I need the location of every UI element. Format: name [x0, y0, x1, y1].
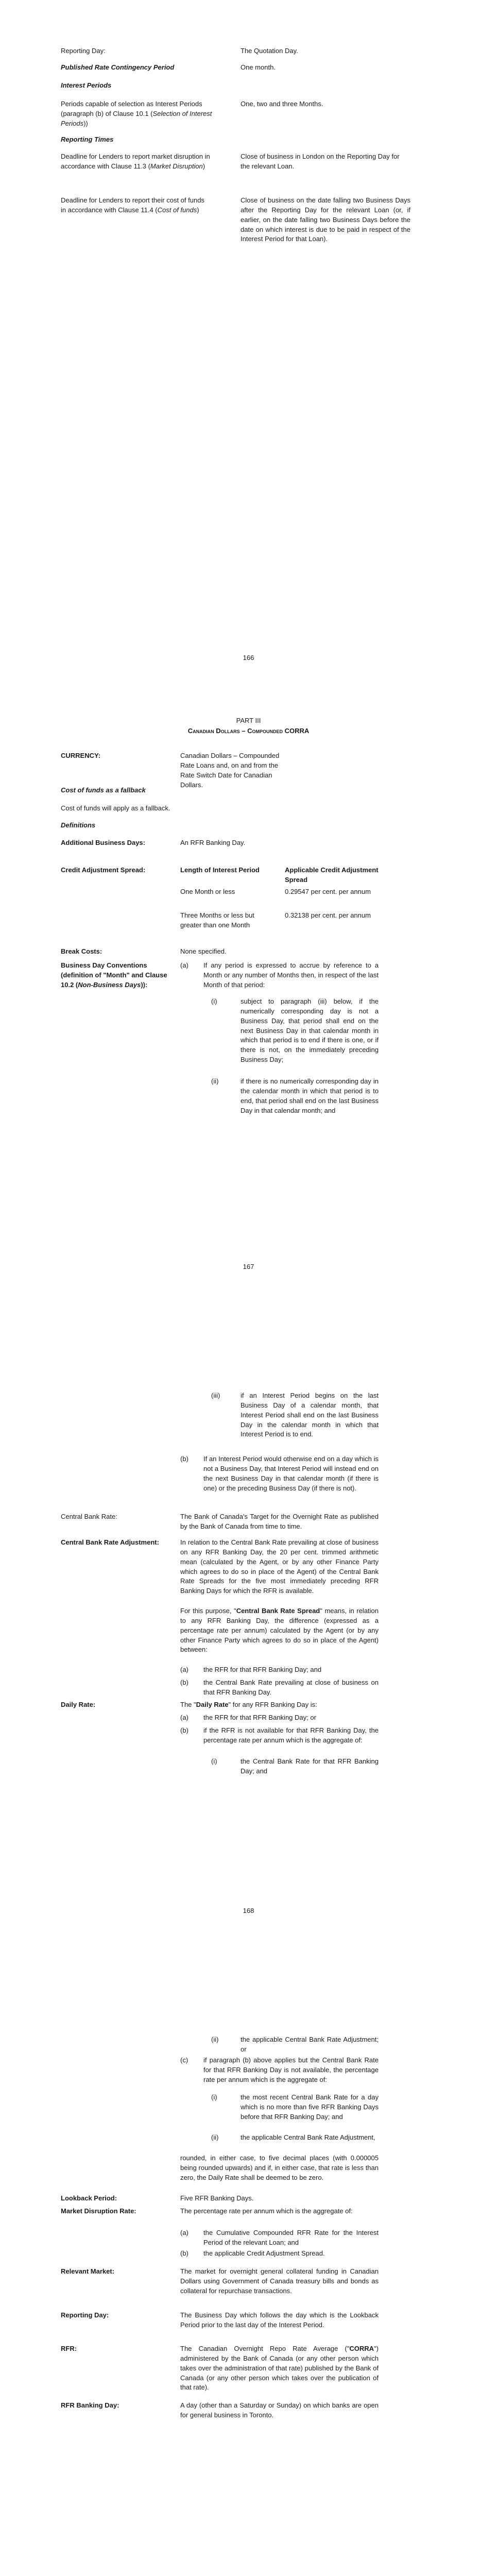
bdc-i-marker: (i)	[211, 997, 217, 1005]
reporting-day-label-2: Reporting Day:	[61, 2311, 109, 2319]
daily-i-text: the Central Bank Rate for that RFR Banking Day; and	[241, 1757, 379, 1775]
definitions-header: Definitions	[61, 821, 96, 829]
additional-business-days-value: An RFR Banking Day.	[180, 839, 246, 846]
reporting-day-value: The Quotation Day.	[241, 47, 298, 55]
daily-c-ii-marker: (ii)	[211, 2133, 219, 2141]
lookback-period-value: Five RFR Banking Days.	[180, 2194, 254, 2202]
central-bank-rate-value: The Bank of Canada's Target for the Overnight Rate as published by the Bank of Canada from time to time.	[180, 1513, 379, 1530]
cbra-a-text: the RFR for that RFR Banking Day; and	[203, 1666, 322, 1673]
daily-c-i-marker: (i)	[211, 2093, 217, 2101]
daily-c-ii-text: the applicable Central Bank Rate Adjustment,	[241, 2133, 375, 2141]
deadline-market-disruption-label: Deadline for Lenders to report market disruption in accordance with Clause 11.3 (Market Disruption)	[61, 152, 210, 170]
daily-c-marker: (c)	[180, 2056, 188, 2064]
central-bank-rate-adjustment-label: Central Bank Rate Adjustment:	[61, 1538, 159, 1546]
interest-periods-header: Interest Periods	[61, 81, 112, 89]
bdc-a-marker: (a)	[180, 961, 188, 969]
lookback-period-label: Lookback Period:	[61, 2194, 117, 2202]
daily-i-marker: (i)	[211, 1757, 217, 1765]
currency-label: CURRENCY:	[61, 752, 101, 759]
cas-spread-2: 0.32138 per cent. per annum	[285, 911, 371, 919]
daily-ii-text: the applicable Central Bank Rate Adjustment; or	[241, 2036, 379, 2053]
bdc-i-text: subject to paragraph (iii) below, if the numerically corresponding day is not a Business Day, that period shall end on the next Business Day in that calendar month in which that period is to end if there is one, or if there is not, on the immediately preceding Business Day;	[241, 997, 379, 1064]
deadline-market-disruption-value: Close of business in London on the Reporting Day for the relevant Loan.	[241, 152, 400, 170]
mdr-b-text: the applicable Credit Adjustment Spread.	[203, 2249, 325, 2257]
interest-periods-value: One, two and three Months.	[241, 100, 323, 108]
reporting-day-label: Reporting Day:	[61, 47, 106, 55]
mdr-a-marker: (a)	[180, 2229, 188, 2236]
rfr-banking-day-label: RFR Banking Day:	[61, 2401, 119, 2409]
deadline-cost-of-funds-value: Close of business on the date falling two Business Days after the Reporting Day for the relevant Loan (or, if earlier, on the date falling two Business Days before the date on which interest is due to be paid in respect of the Interest Period for that Loan).	[241, 196, 410, 243]
cost-of-funds-text: Cost of funds will apply as a fallback.	[61, 804, 170, 812]
rfr-value: The Canadian Overnight Repo Rate Average ("CORRA") administered by the Bank of Canada (or any other person which takes over the administration of that rate) published by the Bank of Canada (or any other person which takes over the publication of that rate).	[180, 2345, 379, 2392]
deadline-cost-of-funds-label: Deadline for Lenders to report their cost of funds in accordance with Clause 11.4 (Cost of funds)	[61, 196, 204, 214]
mdr-b-marker: (b)	[180, 2249, 188, 2257]
daily-rate-label: Daily Rate:	[61, 1701, 96, 1708]
cbra-b-marker: (b)	[180, 1679, 188, 1686]
reporting-times-header: Reporting Times	[61, 135, 114, 143]
daily-c-text: if paragraph (b) above applies but the Central Bank Rate for that RFR Banking Day is not available, the percentage rate per annum which is the aggregate of:	[203, 2056, 379, 2083]
page-number: 168	[243, 1907, 254, 1914]
daily-rate-intro: The "Daily Rate" for any RFR Banking Day is:	[180, 1701, 317, 1708]
rfr-label: RFR:	[61, 2345, 77, 2352]
daily-a-text: the RFR for that RFR Banking Day; or	[203, 1714, 316, 1721]
daily-b-marker: (b)	[180, 1726, 188, 1734]
mdr-a-text: the Cumulative Compounded RFR Rate for the Interest Period of the relevant Loan; and	[203, 2229, 379, 2246]
bdc-ii-text: if there is no numerically corresponding day in the calendar month in which that period is to end, that period shall end on the last Business Day in that calendar month; and	[241, 1077, 379, 1114]
cas-column-period-header: Length of Interest Period	[180, 866, 260, 874]
bdc-b-marker: (b)	[180, 1455, 188, 1463]
daily-c-i-text: the most recent Central Bank Rate for a day which is no more than five RFR Banking Days before that RFR Banking Day; and	[241, 2093, 379, 2121]
cbra-paragraph-2: For this purpose, "Central Bank Rate Spread" means, in relation to any RFR Banking Day, the difference (expressed as a percentage rate per annum) calculated by the Agent (or by any other Finance Party which agrees to do so in place of the Agent) between:	[180, 1607, 379, 1654]
cas-period-1: One Month or less	[180, 888, 235, 895]
published-rate-header: Published Rate Contingency Period	[61, 63, 175, 71]
part-title: Canadian Dollars – Compounded CORRA	[187, 727, 310, 735]
daily-b-text: if the RFR is not available for that RFR Banking Day, the percentage rate per annum which is the aggregate of:	[203, 1726, 379, 1744]
page-number: 167	[243, 1263, 254, 1270]
bdc-iii-text: if an Interest Period begins on the last Business Day of a calendar month, that Interest Period shall end on the last Business Day in the calendar month in which that Interest Period is to end.	[241, 1392, 379, 1438]
part-heading: PART III	[236, 717, 261, 724]
published-rate-value: One month.	[241, 63, 276, 71]
interest-periods-label: Periods capable of selection as Interest Periods (paragraph (b) of Clause 10.1 (Selection of Interest Periods))	[61, 100, 212, 127]
market-disruption-rate-label: Market Disruption Rate:	[61, 2207, 136, 2215]
bdc-b-text: If an Interest Period would otherwise end on a day which is not a Business Day, that Interest Period will instead end on the next Business Day in that calendar month (if there is one) or the preceding Business Day (if there is not).	[203, 1455, 379, 1492]
break-costs-label: Break Costs:	[61, 947, 102, 955]
relevant-market-label: Relevant Market:	[61, 2267, 115, 2275]
cas-spread-1: 0.29547 per cent. per annum	[285, 888, 371, 895]
credit-adjustment-spread-label: Credit Adjustment Spread:	[61, 866, 146, 874]
page-number: 166	[243, 654, 254, 662]
reporting-day-value-2: The Business Day which follows the day which is the Lookback Period prior to the last day of the Interest Period.	[180, 2311, 379, 2329]
currency-value: Canadian Dollars – Compounded Rate Loans and, on and from the Rate Switch Date for Canadian Dollars.	[180, 752, 280, 789]
cost-of-funds-header: Cost of funds as a fallback	[61, 786, 146, 794]
cas-column-spread-header: Applicable Credit Adjustment Spread	[285, 866, 379, 884]
rfr-banking-day-value: A day (other than a Saturday or Sunday) on which banks are open for general business in Toronto.	[180, 2401, 379, 2419]
daily-ii-marker: (ii)	[211, 2036, 219, 2043]
cbra-paragraph-1: In relation to the Central Bank Rate prevailing at close of business on any RFR Banking Day, the 20 per cent. trimmed arithmetic mean (calculated by the Agent, or by any other Finance Party which agrees to do so in place of the Agent) of the Central Bank Rate Spreads for the five most immediately preceding RFR Banking Days for which the RFR is available.	[180, 1538, 379, 1595]
market-disruption-rate-value: The percentage rate per annum which is the aggregate of:	[180, 2207, 353, 2215]
bdc-iii-marker: (iii)	[211, 1392, 220, 1399]
rounding-text: rounded, in either case, to five decimal places (with 0.000005 being rounded upwards) and if, in either case, that rate is less than zero, the Daily Rate shall be deemed to be zero.	[180, 2154, 379, 2181]
bdc-a-text: If any period is expressed to accrue by reference to a Month or any number of Months then, in respect of the last Month of that period:	[203, 961, 379, 989]
break-costs-value: None specified.	[180, 947, 227, 955]
business-day-conventions-label: Business Day Conventions (definition of "Month" and Clause 10.2 (Non-Business Days)):	[61, 961, 167, 989]
daily-a-marker: (a)	[180, 1714, 188, 1721]
relevant-market-value: The market for overnight general collateral funding in Canadian Dollars using Government of Canada treasury bills and bonds as collateral for repurchase transactions.	[180, 2267, 379, 2295]
cbra-b-text: the Central Bank Rate prevailing at close of business on that RFR Banking Day.	[203, 1679, 379, 1696]
cas-period-2: Three Months or less but greater than one Month	[180, 911, 254, 929]
additional-business-days-label: Additional Business Days:	[61, 839, 145, 846]
bdc-ii-marker: (ii)	[211, 1077, 219, 1085]
cbra-a-marker: (a)	[180, 1666, 188, 1673]
central-bank-rate-label: Central Bank Rate:	[61, 1513, 117, 1520]
